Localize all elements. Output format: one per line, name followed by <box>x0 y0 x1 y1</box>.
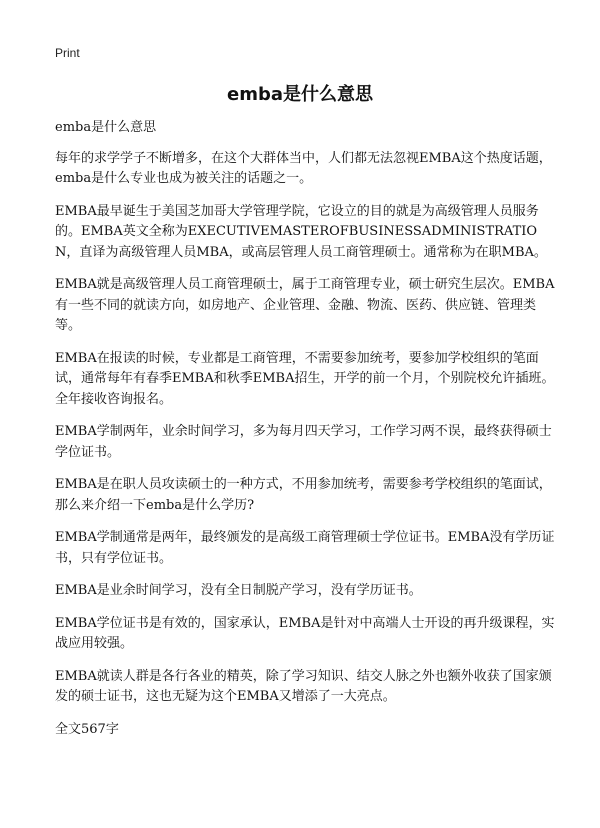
paragraph: EMBA是业余时间学习，没有全日制脱产学习，没有学历证书。 <box>55 583 422 598</box>
paragraph: EMBA最早诞生于美国芝加哥大学管理学院，它设立的目的就是为高级管理人员服务的。EMBA英文全称为EXECUTIVEMASTEROFBUSINESSADMINISTRATION，直译为高级管理人员MBA，或高层管理人员工商管理硕士。通常称为在职MBA。 <box>55 203 547 260</box>
print-label[interactable]: Print <box>55 46 80 60</box>
page-title: emba是什么意思 <box>227 84 373 105</box>
paragraph: EMBA就是高级管理人员工商管理硕士，属于工商管理专业，硕士研究生层次。EMBA有一些不同的就读方向，如房地产、企业管理、金融、物流、医药、供应链、管理类等。 <box>55 277 555 333</box>
paragraph: EMBA在报读的时候，专业都是工商管理，不需要参加统考，要参加学校组织的笔面试，通常每年有春季EMBA和秋季EMBA招生，开学的前一个月，个别院校允许插班。全年接收咨询报名。 <box>55 350 555 407</box>
paragraph: EMBA学制通常是两年，最终颁发的是高级工商管理硕士学位证书。EMBA没有学历证书，只有学位证书。 <box>55 530 555 566</box>
paragraph: 每年的求学学子不断增多，在这个大群体当中，人们都无法忽视EMBA这个热度话题，emba是什么专业也成为被关注的话题之一。 <box>55 150 552 186</box>
word-count: 全文567字 <box>55 721 119 737</box>
article-subtitle: emba是什么意思 <box>55 120 157 135</box>
paragraph: EMBA学制两年，业余时间学习，多为每月四天学习，工作学习两不误，最终获得硕士学位证书。 <box>55 424 552 460</box>
paragraph: EMBA就读人群是各行各业的精英，除了学习知识、结交人脉之外也额外收获了国家颁发的硕士证书，这也无疑为这个EMBA又增添了一大亮点。 <box>55 668 552 704</box>
paragraph: EMBA是在职人员攻读硕士的一种方式，不用参加统考，需要参考学校组织的笔面试，那么来介绍一下emba是什么学历? <box>55 477 552 513</box>
paragraph: EMBA学位证书是有效的，国家承认，EMBA是针对中高端人士开设的再升级课程，实战应用较强。 <box>55 615 555 651</box>
article-body <box>55 118 555 740</box>
